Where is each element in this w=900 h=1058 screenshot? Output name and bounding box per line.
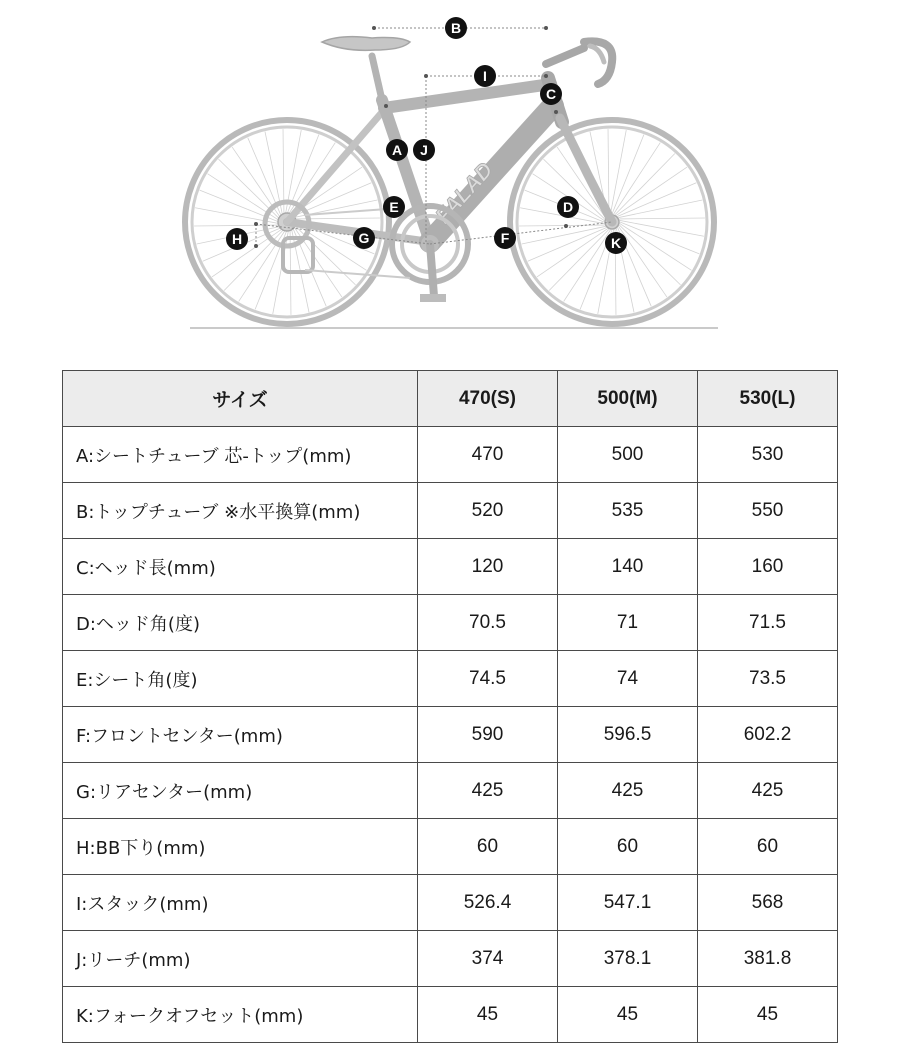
row-label: B:トップチューブ ※水平換算(mm) [63,483,418,539]
row-value: 74 [558,651,698,707]
table-row [63,427,838,483]
table-header-row [63,371,838,427]
header-size-s: 470(S) [418,371,558,427]
saddle [322,37,410,51]
frame-brand-text: FALAD [430,157,498,229]
svg-text:F: F [500,230,510,246]
row-value: 381.8 [698,931,838,987]
marker-f [494,227,516,249]
svg-text:G: G [358,230,370,246]
marker-g [353,227,375,249]
row-label: D:ヘッド角(度) [63,595,418,651]
table-row [63,651,838,707]
row-value: 530 [698,427,838,483]
header-size-l: 530(L) [698,371,838,427]
svg-text:I: I [483,68,487,84]
row-value: 535 [558,483,698,539]
row-value: 45 [418,987,558,1043]
row-label: G:リアセンター(mm) [63,763,418,819]
marker-b [445,17,467,39]
table-row [63,595,838,651]
row-value: 60 [558,819,698,875]
marker-a [386,139,408,161]
marker-i [413,139,435,161]
row-value: 71.5 [698,595,838,651]
row-label: C:ヘッド長(mm) [63,539,418,595]
table-row [63,931,838,987]
table-row [63,819,838,875]
row-value: 596.5 [558,707,698,763]
row-value: 590 [418,707,558,763]
row-value: 60 [698,819,838,875]
row-value: 60 [418,819,558,875]
row-value: 374 [418,931,558,987]
row-label: K:フォークオフセット(mm) [63,987,418,1043]
bike-geometry-diagram [0,0,900,345]
table-row [63,707,838,763]
svg-text:A: A [391,142,403,158]
row-value: 160 [698,539,838,595]
row-value: 70.5 [418,595,558,651]
table-row [63,763,838,819]
row-value: 45 [558,987,698,1043]
table-row [63,987,838,1043]
row-value: 140 [558,539,698,595]
marker-d [557,196,579,218]
row-label: A:シートチューブ 芯-トップ(mm) [63,427,418,483]
row-value: 602.2 [698,707,838,763]
row-value: 568 [698,875,838,931]
row-value: 520 [418,483,558,539]
table-row [63,483,838,539]
svg-text:D: D [562,199,574,215]
row-label: J:リーチ(mm) [63,931,418,987]
marker-c [540,83,562,105]
row-value: 425 [418,763,558,819]
row-label: H:BB下り(mm) [63,819,418,875]
row-label: F:フロントセンター(mm) [63,707,418,763]
row-value: 73.5 [698,651,838,707]
marker-e [383,196,405,218]
marker-j [474,65,496,87]
svg-text:K: K [610,235,622,251]
row-value: 74.5 [418,651,558,707]
svg-text:J: J [420,142,428,158]
row-value: 378.1 [558,931,698,987]
marker-k [605,232,627,254]
crankset [392,206,468,302]
svg-text:C: C [545,86,557,102]
row-label: E:シート角(度) [63,651,418,707]
svg-text:E: E [389,199,399,215]
row-value: 550 [698,483,838,539]
table-row [63,539,838,595]
table-row [63,875,838,931]
header-size-m: 500(M) [558,371,698,427]
row-value: 71 [558,595,698,651]
row-value: 45 [698,987,838,1043]
row-value: 547.1 [558,875,698,931]
row-value: 425 [698,763,838,819]
row-value: 526.4 [418,875,558,931]
row-value: 470 [418,427,558,483]
row-value: 500 [558,427,698,483]
svg-text:H: H [231,231,243,247]
row-value: 120 [418,539,558,595]
table-body [63,427,838,1043]
svg-text:B: B [450,20,462,36]
row-label: I:スタック(mm) [63,875,418,931]
geometry-table [62,370,838,1043]
header-size: サイズ [63,371,418,427]
marker-h [226,228,248,250]
row-value: 425 [558,763,698,819]
